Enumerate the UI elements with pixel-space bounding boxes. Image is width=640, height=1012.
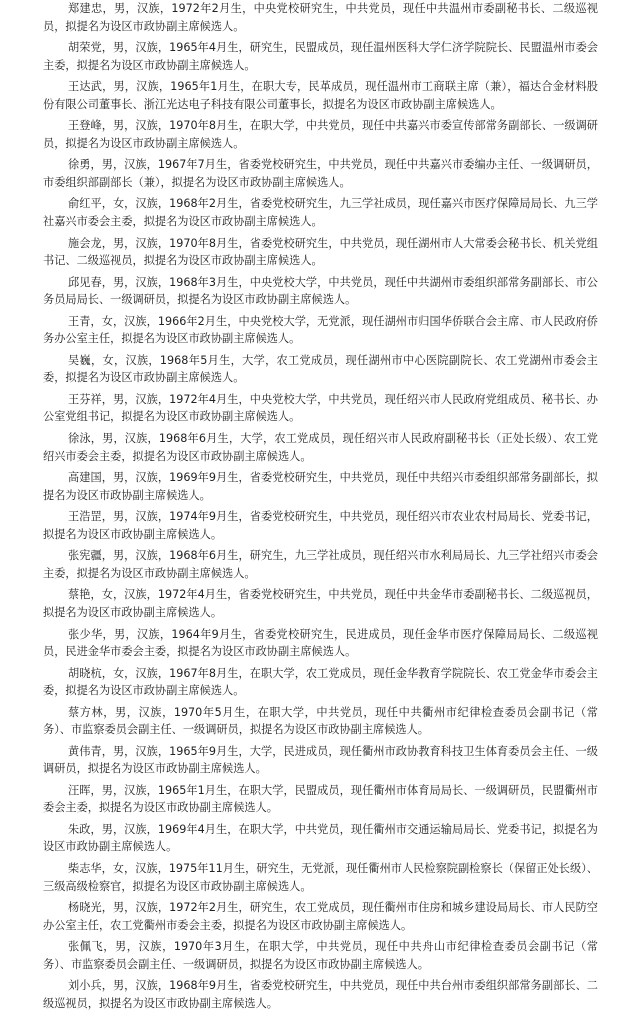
nominee-entry: 张宪疆，男，汉族，1968年6月生，研究生，九三学社成员，现任绍兴市水利局局长、九三学社绍兴市委会主委，拟提名为设区市政协副主席候选人。 bbox=[43, 549, 598, 580]
nominee-entry: 王浩罡，男，汉族，1974年9月生，省委党校研究生，中共党员，现任绍兴市农业农村局局长、党委书记，拟提名为设区市政协副主席候选人。 bbox=[43, 510, 598, 541]
nominee-entry: 郑建忠，男，汉族，1972年2月生，中央党校研究生，中共党员，现任中共温州市委副秘书长、二级巡视员，拟提名为设区市政协副主席候选人。 bbox=[43, 2, 598, 33]
nominee-entry: 吴巍，女，汉族，1968年5月生，大学，农工党成员，现任湖州市中心医院副院长、农工党湖州市委会主委，拟提名为设区市政协副主席候选人。 bbox=[43, 353, 598, 385]
nominee-entry: 徐勇，男，汉族，1967年7月生，省委党校研究生，中共党员，现任中共嘉兴市委编办主任、一级调研员，市委组织部副部长（兼），拟提名为设区市政协副主席候选人。 bbox=[43, 158, 598, 189]
nominee-entry: 杨晓光，男，汉族，1972年2月生，研究生，农工党成员，现任衢州市住房和城乡建设局局长、市人民防空办公室主任，农工党衢州市委会主委，拟提名为设区市政协副主席候选人。 bbox=[43, 901, 598, 932]
nominee-entry: 徐泳，男，汉族，1968年6月生，大学，农工党成员，现任绍兴市人民政府副秘书长（正处长级）、农工党绍兴市委会主委，拟提名为设区市政协副主席候选人。 bbox=[43, 432, 598, 463]
nominee-entry: 王登峰，男，汉族，1970年8月生，在职大学，中共党员，现任中共嘉兴市委宣传部常务副部长、一级调研员，拟提名为设区市政协副主席候选人。 bbox=[43, 119, 598, 150]
nominee-entry: 俞红平，女，汉族，1968年2月生，省委党校研究生，九三学社成员，现任嘉兴市医疗保障局局长、九三学社嘉兴市委会主委，拟提名为设区市政协副主席候选人。 bbox=[43, 197, 598, 228]
nominee-entry: 胡晓杭，女，汉族，1967年8月生，在职大学，农工党成员，现任金华教育学院院长、农工党金华市委会主委，拟提名为设区市政协副主席候选人。 bbox=[43, 666, 598, 698]
nominee-entry: 王芬祥，男，汉族，1972年4月生，中央党校大学，中共党员，现任绍兴市人民政府党组成员、秘书长、办公室党组书记，拟提名为设区市政协副主席候选人。 bbox=[43, 392, 598, 424]
nominee-entry: 张少华，男，汉族，1964年9月生，省委党校研究生，民进成员，现任金华市医疗保障局局长、二级巡视员，民进金华市委会主委，拟提名为设区市政协副主席候选人。 bbox=[43, 627, 598, 658]
nominee-entry: 邱见春，男，汉族，1968年3月生，中央党校大学，中共党员，现任中共湖州市委组织部常务副部长、市公务员局局长、一级调研员，拟提名为设区市政协副主席候选人。 bbox=[43, 275, 598, 307]
document-body bbox=[43, 0, 598, 1012]
nominee-entry: 施会龙，男，汉族，1970年8月生，省委党校研究生，中共党员，现任湖州市人大常委会秘书长、机关党组书记、二级巡视员，拟提名为设区市政协副主席候选人。 bbox=[43, 236, 598, 268]
nominee-entry: 柴志华，女，汉族，1975年11月生，研究生，无党派，现任衢州市人民检察院副检察长（保留正处长级）、三级高级检察官，拟提名为设区市政协副主席候选人。 bbox=[43, 862, 598, 893]
nominee-entry: 蔡方林，男，汉族，1970年5月生，在职大学，中共党员，现任中共衢州市纪律检查委员会副书记（常务）、市监察委员会副主任、一级调研员，拟提名为设区市政协副主席候选人。 bbox=[43, 705, 598, 737]
nominee-entry: 黄伟青，男，汉族，1965年9月生，大学，民进成员，现任衢州市政协教育科技卫生体育委员会主任、一级调研员，拟提名为设区市政协副主席候选人。 bbox=[43, 744, 598, 776]
nominee-entry: 高建国，男，汉族，1969年9月生，省委党校研究生，中共党员，现任中共绍兴市委组织部常务副部长，拟提名为设区市政协副主席候选人。 bbox=[43, 471, 598, 502]
nominee-entry: 胡荣党，男，汉族，1965年4月生，研究生，民盟成员，现任温州医科大学仁济学院院长、民盟温州市委会主委，拟提名为设区市政协副主席候选人。 bbox=[43, 41, 598, 72]
nominee-entry: 王青，女，汉族，1966年2月生，中央党校大学，无党派，现任湖州市归国华侨联合会主席、市人民政府侨务办公室主任，拟提名为设区市政协副主席候选人。 bbox=[43, 314, 598, 346]
nominee-entry: 刘小兵，男，汉族，1968年9月生，省委党校研究生，中共党员，现任中共台州市委组织部常务副部长、二级巡视员，拟提名为设区市政协副主席候选人。 bbox=[43, 979, 598, 1010]
nominee-entry: 蔡艳，女，汉族，1972年4月生，省委党校研究生，中共党员，现任中共金华市委副秘书长、二级巡视员，拟提名为设区市政协副主席候选人。 bbox=[43, 588, 598, 619]
nominee-entry: 朱政，男，汉族，1969年4月生，在职大学，中共党员，现任衢州市交通运输局局长、党委书记，拟提名为设区市政协副主席候选人。 bbox=[43, 822, 598, 854]
nominee-entry: 汪晖，男，汉族，1965年1月生，在职大学，民盟成员，现任衢州市体育局局长、一级调研员，民盟衢州市委会主委，拟提名为设区市政协副主席候选人。 bbox=[43, 783, 598, 815]
nominee-entry: 王达武，男，汉族，1965年1月生，在职大专，民革成员，现任温州市工商联主席（兼），福达合金材料股份有限公司董事长、浙江光达电子科技有限公司董事长，拟提名为设区市政协副主席候选人。 bbox=[43, 80, 598, 111]
nominee-entry: 张佩飞，男，汉族，1970年3月生，在职大学，中共党员，现任中共舟山市纪律检查委员会副书记（常务）、市监察委员会副主任、一级调研员，拟提名为设区市政协副主席候选人。 bbox=[43, 940, 598, 971]
